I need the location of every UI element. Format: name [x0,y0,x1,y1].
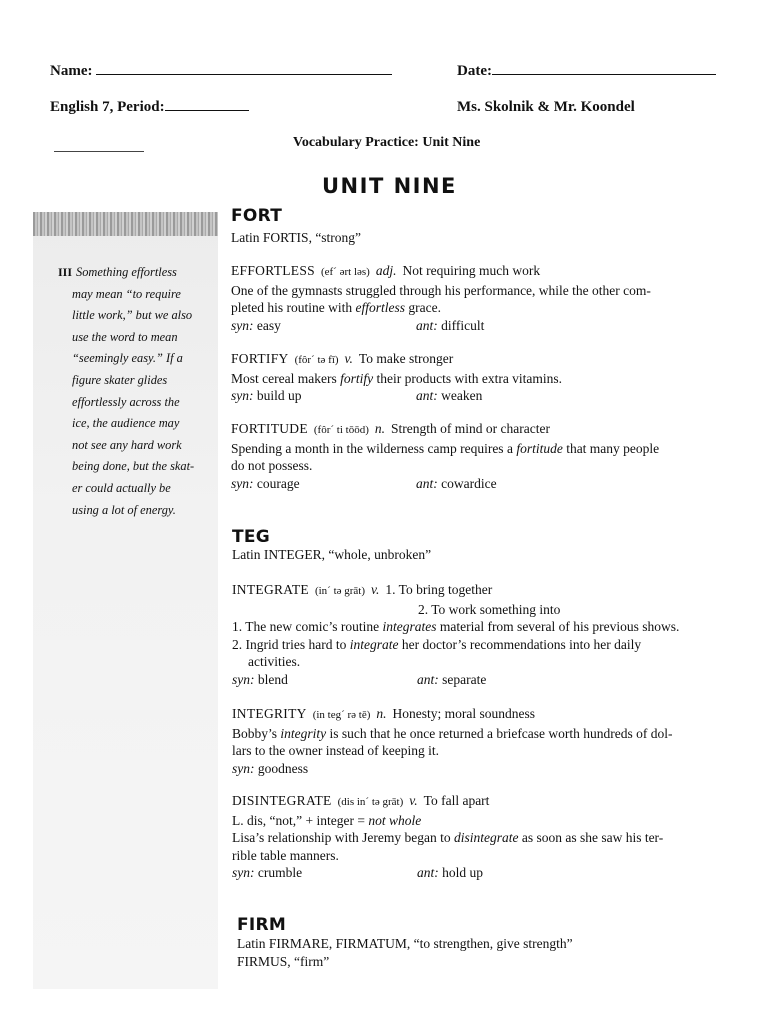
entry-syn-ant: syn: courage ant: cowardice [231,475,497,491]
synonym: crumble [257,865,303,880]
entry-definition: To fall apart [423,793,490,808]
date-field[interactable] [457,63,716,80]
entry-example: Bobby’s integrity is such that he once returned a briefcase worth hundreds of dol- [232,725,673,741]
note-line: being done, but the skat- [72,459,195,474]
sidebar-note [58,262,210,521]
root-origin-firm-2: FIRMUS, “firm” [237,954,330,969]
period-field[interactable] [50,99,249,116]
entry-syn-ant: syn: build up ant: weaken [231,388,483,403]
synonym: blend [257,671,288,687]
entry-syn-ant: syn: crumble ant: hold up [232,865,484,880]
note-line: use the word to mean [72,329,178,344]
root-title-fort: FORT [231,206,283,226]
root-title-firm: FIRM [237,915,287,935]
entry-example: Most cereal makers fortify their products with extra vitamins. [231,370,563,386]
synonym: goodness [257,760,309,776]
entry-pos: v. [371,582,380,597]
entry-fortitude [231,420,751,492]
entry-pos: n. [376,706,387,721]
unit-title: UNIT NINE [322,174,457,198]
entry-pos: v. [344,351,353,366]
entry-definition: Honesty; moral soundness [392,706,536,721]
entry-example: 1. The new comic’s routine integrates material from several of his previous shows. [232,619,680,634]
entry-pronunciation: (dis in´ tə grāt) [337,796,404,808]
date-label: Date: [457,63,492,79]
note-line: er could actually be [72,480,171,495]
entry-definition: Strength of mind or character [391,421,550,436]
root-origin-fort: Latin FORTIS, “strong” [231,230,362,245]
entry-fortify [231,350,751,405]
root-origin-firm: Latin FIRMARE, FIRMATUM, “to strengthen, give strength” [237,936,573,951]
entry-example: One of the gymnasts struggled through his performance, while the other com- [231,282,651,298]
antonym: hold up [442,865,484,880]
note-line: may mean “to require [72,286,181,301]
entry-etymology: L. dis, “not,” + integer = not whole [232,812,422,828]
entry-word: FORTITUDE [231,421,308,436]
note-mark: III [58,265,73,279]
entry-example: Spending a month in the wilderness camp requires a fortitude that many people [231,440,660,456]
entry-definition: 1. To bring together [385,582,493,597]
entry-pronunciation: (ef´ ərt ləs) [320,266,370,278]
entry-word: DISINTEGRATE [232,793,332,808]
entry-pos: n. [374,421,385,436]
entry-syn-ant: syn: goodness [232,760,309,776]
note-line: not see any hard work [72,437,182,452]
entry-effortless [231,262,751,334]
note-line: little work,” but we also [72,308,193,323]
entry-word: EFFORTLESS [231,263,315,278]
entry-example: activities. [248,654,301,669]
entry-pronunciation: (fôr´ ti tōōd) [313,424,369,436]
entry-disintegrate [232,792,752,882]
sidebar-texture-band [33,212,218,236]
entry-word: INTEGRITY [232,706,307,721]
entry-syn-ant: syn: easy ant: difficult [231,317,485,333]
entry-word: FORTIFY [231,351,289,366]
teachers: Ms. Skolnik & Mr. Koondel [457,99,635,115]
entry-definition: To make stronger [358,351,454,366]
antonym: cowardice [441,475,497,491]
note-line: Something effortless [76,265,177,279]
entry-example: Lisa’s relationship with Jeremy began to disintegrate as soon as she saw his ter- [232,830,664,845]
name-field[interactable] [50,63,392,80]
entry-pronunciation: (in´ tə grāt) [314,585,366,597]
entry-integrate [232,581,752,688]
name-label: Name: [50,63,93,79]
worksheet-title: Vocabulary Practice: Unit Nine [293,135,481,150]
antonym: difficult [441,317,485,333]
entry-example: lars to the owner instead of keeping it. [232,743,439,758]
synonym: courage [256,475,300,491]
note-line: “seemingly easy.” If a [72,351,183,366]
note-line: ice, the audience may [72,416,180,431]
entry-example: pleted his routine with effortless grace. [231,300,441,315]
entry-integrity [232,705,752,777]
entry-word: INTEGRATE [232,582,309,597]
name-blank[interactable] [96,74,392,75]
note-line: figure skater glides [72,372,168,387]
note-line: using a lot of energy. [72,502,176,517]
entry-example: 2. Ingrid tries hard to integrate her doctor’s recommendations into her daily [232,636,642,652]
entry-pronunciation: (in teg´ rə tē) [312,709,371,721]
synonym: build up [256,388,302,403]
entry-pos: v. [409,793,418,808]
note-line: effortlessly across the [72,394,180,409]
antonym: separate [442,671,487,687]
entry-example: do not possess. [231,458,313,473]
entry-definition: 2. To work something into [418,601,561,617]
root-title-teg: TEG [232,527,271,547]
antonym: weaken [441,388,483,403]
root-origin-teg: Latin INTEGER, “whole, unbroken” [232,547,432,562]
entry-syn-ant: syn: blend ant: separate [232,671,487,687]
entry-definition: Not requiring much work [402,263,541,278]
synonym: easy [256,317,281,333]
entry-pos: adj. [375,263,397,278]
period-label: English 7, Period: [50,99,165,115]
divider-rule [54,151,144,152]
period-blank[interactable] [165,110,249,111]
entry-example: rible table manners. [232,847,339,863]
entry-pronunciation: (fôr´ tə fī) [294,354,339,366]
date-blank[interactable] [492,74,716,75]
